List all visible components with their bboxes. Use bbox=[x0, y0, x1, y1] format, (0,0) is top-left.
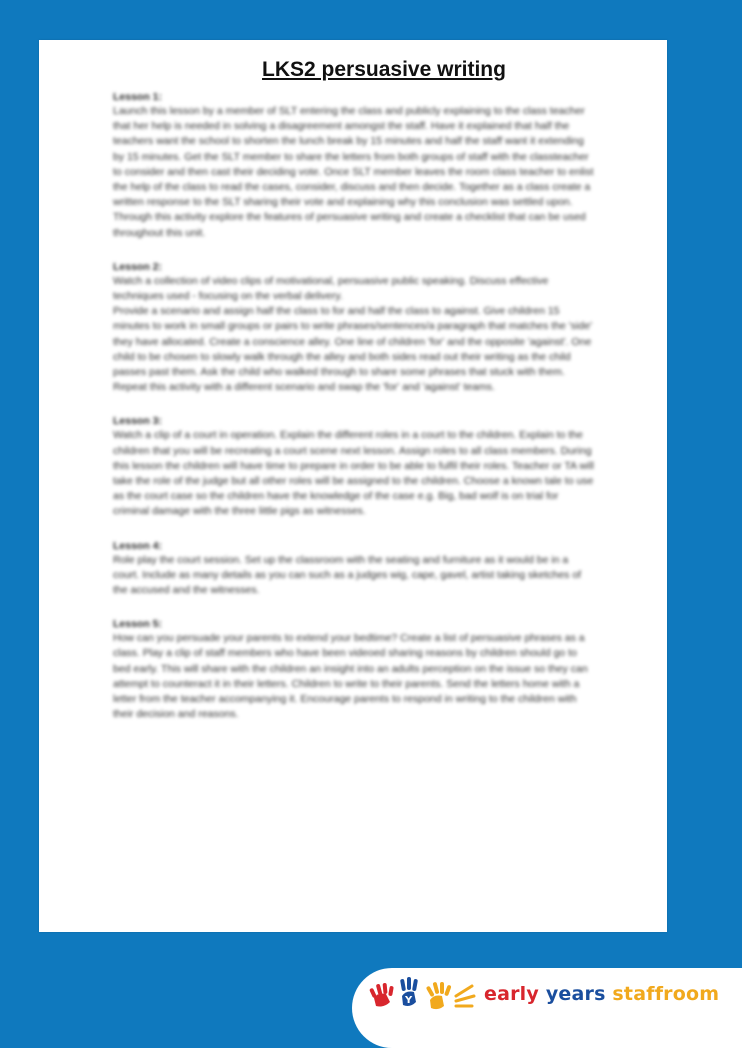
lesson-body: Watch a collection of video clips of motivational, persuasive public speaking. Discuss effective techniques used - focusing on the verbal delivery. Provide a scenario and assign half the class to for and half the class to against. Give children 15 minutes to work in small groups or pairs to write phrases/sentences/a paragraph that matches the 'side' they have allocated. Create a conscience alley. One line of children 'for' and the opposite 'against'. One child to be chosen to slowly walk through the alley and both sides read out their writing as the child passes past them. Ask the child who walked through to share some phrases that stuck with them. Repeat this activity with a different scenario and swap the 'for' and 'against' teams. bbox=[113, 274, 593, 394]
document-content bbox=[113, 58, 595, 742]
lesson-body: Watch a clip of a court in operation. Explain the different roles in a court to the children. Explain to the children that you will be recreating a court scene next lesson. Assign roles to all class members. During this lesson the children will have time to prepare in order to be able to fulfil their roles. Teacher or TA will take the role of the judge but all other roles will be assigned to the children. Choose a known tale to use as the court case so the children have the knowledge of the case e.g. Big, bad wolf is on trial for criminal damage with the three little pigs as witnesses. bbox=[113, 429, 594, 518]
brand-logo bbox=[368, 976, 719, 1012]
lesson-heading: Lesson 3: bbox=[113, 415, 163, 428]
lesson-section-2 bbox=[113, 260, 595, 396]
document-page bbox=[39, 40, 667, 932]
handprints-icon bbox=[368, 976, 478, 1012]
lesson-heading: Lesson 2: bbox=[113, 260, 163, 273]
svg-text:Y: Y bbox=[405, 995, 413, 1006]
lesson-heading: Lesson 4: bbox=[113, 539, 163, 552]
brand-wordmark bbox=[484, 983, 719, 1005]
brand-word-staffroom: staffroom bbox=[612, 983, 720, 1005]
document-title: LKS2 persuasive writing bbox=[262, 58, 506, 81]
lesson-body: Launch this lesson by a member of SLT entering the class and publicly explaining to the class teacher that her help is needed in solving a disagreement amongst the staff. Have it explained that half the teachers want the school to shorten the lunch break by 15 minutes and half the staff want it extending by 15 minutes. Get the SLT member to share the letters from both groups of staff with the classteacher to consider and then cast their deciding vote. Once SLT member leaves the room class teacher to enlist the help of the class to read the cases, consider, discuss and then decide. Together as a class create a written response to the SLT sharing their vote and explaining why this conclusion was settled upon. Through this activity explore the features of persuasive writing and create a checklist that can be used throughout this unit. bbox=[113, 105, 594, 239]
brand-word-early: early bbox=[484, 983, 539, 1005]
brand-logo-badge bbox=[352, 968, 742, 1048]
lesson-section-5 bbox=[113, 617, 595, 722]
lesson-body: How can you persuade your parents to extend your bedtime? Create a list of persuasive phrases as a class. Play a clip of staff members who have been videoed sharing reasons by children should go to bed early. This will share with the children an insight into an adults perception on the issue so they can attempt to counteract it in their letters. Children to write to their parents. Send the letters home with a letter from the teacher accompanying it. Encourage parents to respond in writing to the children with their decision and reasons. bbox=[113, 632, 588, 721]
brand-word-years: years bbox=[545, 983, 606, 1005]
lesson-body: Role play the court session. Set up the classroom with the seating and furniture as it would be in a court. Include as many details as you can such as a judges wig, cape, gavel, artist taking sketches of the accused and the witnesses. bbox=[113, 553, 582, 597]
lesson-heading: Lesson 5: bbox=[113, 618, 163, 631]
lesson-heading: Lesson 1: bbox=[113, 91, 163, 103]
lesson-section-3 bbox=[113, 414, 595, 519]
lesson-section-1 bbox=[113, 90, 595, 241]
lesson-section-4 bbox=[113, 539, 595, 599]
